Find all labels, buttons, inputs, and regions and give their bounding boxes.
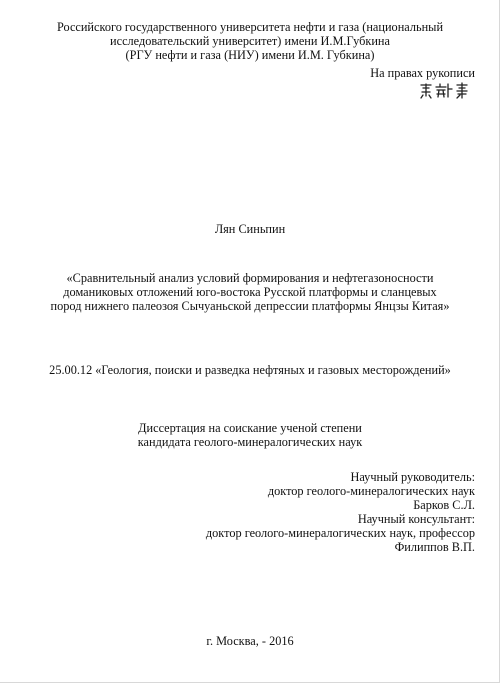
- specialty-code: 25.00.12 «Геология, поиски и разведка нефтяных и газовых месторождений»: [49, 363, 451, 377]
- supervisor-line: доктор геолого-минералогических наук, профессор: [205, 526, 475, 540]
- title-line: «Сравнительный анализ условий формирования и нефтегазоносности: [66, 271, 434, 285]
- header-line: Российского государственного университета нефти и газа (национальный: [56, 20, 444, 34]
- degree-statement: [0, 421, 500, 449]
- supervisors-block: [206, 470, 475, 554]
- city-year-footer: г. Москва, - 2016: [206, 634, 294, 648]
- supervisor-line: Научный консультант:: [357, 512, 475, 526]
- supervisor-line: Филиппов В.П.: [394, 540, 475, 554]
- university-header: [0, 20, 500, 62]
- title-line: пород нижнего палеозоя Сычуаньской депрессии платформы Янцзы Китая»: [50, 299, 450, 313]
- degree-line: кандидата геолого-минералогических наук: [137, 435, 363, 449]
- degree-line: Диссертация на соискание ученой степени: [138, 421, 362, 435]
- supervisor-line: Барков С.Л.: [413, 498, 475, 512]
- header-line: исследовательский университет) имени И.М.Губкина: [110, 34, 390, 48]
- dissertation-title: [0, 271, 500, 313]
- header-line: (РГУ нефти и газа (НИУ) имени И.М. Губкина): [125, 48, 375, 62]
- supervisor-line: Научный руководитель:: [350, 470, 475, 484]
- supervisor-line: доктор геолого-минералогических наук: [267, 484, 475, 498]
- manuscript-rights-note: На правах рукописи: [370, 66, 475, 80]
- title-line: доманиковых отложений юго-востока Русской платформы и сланцевых: [63, 285, 437, 299]
- author-name: Лян Синьпин: [214, 222, 286, 236]
- handwritten-signature: [419, 81, 477, 99]
